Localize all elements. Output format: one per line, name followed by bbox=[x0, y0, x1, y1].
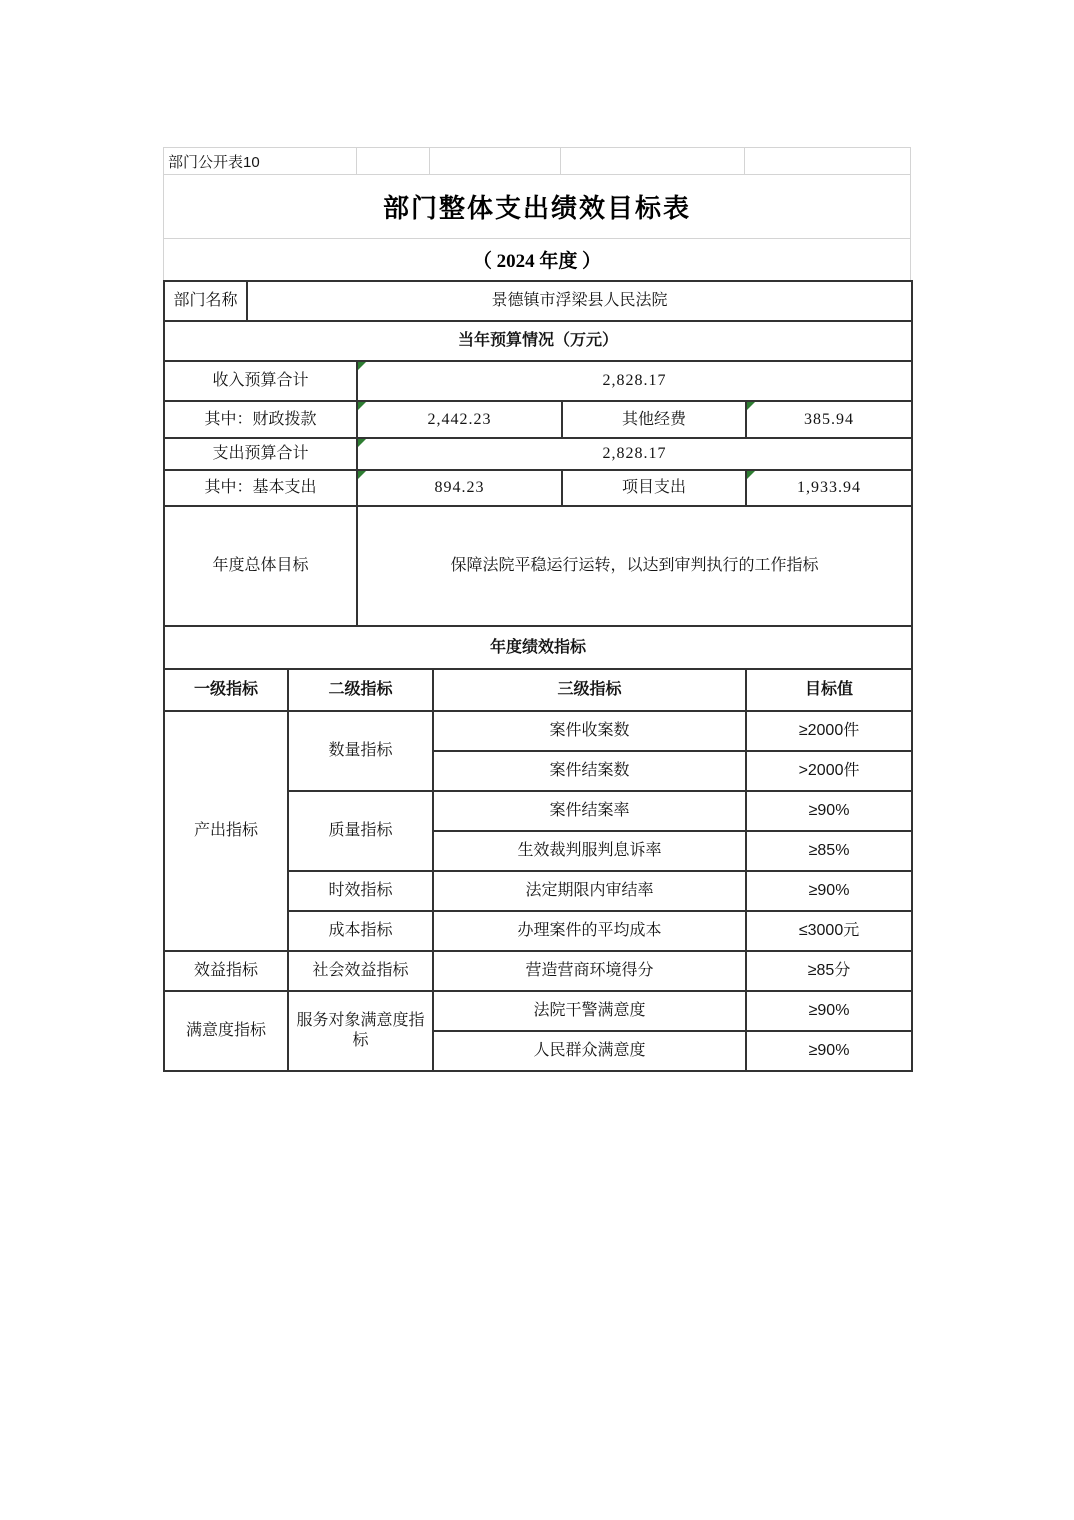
indicator-name-cell: 人民群众满意度 bbox=[433, 1031, 746, 1071]
fiscal-allocation-value: 2,442.23 bbox=[427, 410, 492, 428]
budget-section-header: 当年预算情况（万元） bbox=[164, 321, 912, 361]
annual-goal-value-cell: 保障法院平稳运行运转，以达到审判执行的工作指标 bbox=[357, 506, 912, 626]
level2-cell-social-benefit: 社会效益指标 bbox=[288, 951, 433, 991]
dept-name-label-cell: 部门名称 bbox=[164, 281, 247, 321]
target-value-cell: ≥2000件 bbox=[746, 711, 912, 751]
annual-goal-label-cell: 年度总体目标 bbox=[164, 506, 357, 626]
cell-flag-icon bbox=[747, 471, 755, 479]
indicator-name-cell: 办理案件的平均成本 bbox=[433, 911, 746, 951]
target-value-cell: ≥90% bbox=[746, 1031, 912, 1071]
sheet-label-cell bbox=[164, 148, 357, 175]
level2-cell-cost: 成本指标 bbox=[288, 911, 433, 951]
cell-flag-icon bbox=[747, 402, 755, 410]
level1-cell-benefit: 效益指标 bbox=[164, 951, 288, 991]
basic-expense-value-cell bbox=[357, 470, 562, 506]
target-value-cell: ≤3000元 bbox=[746, 911, 912, 951]
target-value-cell: ≥90% bbox=[746, 791, 912, 831]
target-value-cell: ≥90% bbox=[746, 991, 912, 1031]
other-funds-value-cell bbox=[746, 401, 912, 438]
target-value-cell: ≥90% bbox=[746, 871, 912, 911]
project-expense-value: 1,933.94 bbox=[797, 479, 862, 496]
expense-total-value: 2,828.17 bbox=[602, 445, 667, 462]
indicator-name-cell: 案件结案数 bbox=[433, 751, 746, 791]
top-gridline-row bbox=[163, 147, 911, 175]
target-value-cell: ≥85分 bbox=[746, 951, 912, 991]
grid-cell-empty bbox=[430, 148, 562, 175]
grid-cell-empty bbox=[745, 148, 911, 175]
grid-cell-empty bbox=[561, 148, 745, 175]
indicator-name-cell: 法定期限内审结率 bbox=[433, 871, 746, 911]
target-value-cell: >2000件 bbox=[746, 751, 912, 791]
income-total-label-cell: 收入预算合计 bbox=[164, 361, 357, 401]
dept-name-value-cell: 景德镇市浮梁县人民法院 bbox=[247, 281, 912, 321]
table-content-area bbox=[163, 147, 911, 1072]
perf-header-level3: 三级指标 bbox=[433, 669, 746, 711]
level2-cell-quantity: 数量指标 bbox=[288, 711, 433, 791]
perf-header-target: 目标值 bbox=[746, 669, 912, 711]
indicator-name-cell: 营造营商环境得分 bbox=[433, 951, 746, 991]
expense-total-label-cell: 支出预算合计 bbox=[164, 438, 357, 470]
fiscal-allocation-value-cell bbox=[357, 401, 562, 438]
level2-cell-quality: 质量指标 bbox=[288, 791, 433, 871]
level1-cell-output: 产出指标 bbox=[164, 711, 288, 951]
other-funds-value: 385.94 bbox=[804, 410, 855, 428]
sheet-label: 部门公开表10 bbox=[168, 153, 260, 171]
cell-flag-icon bbox=[358, 362, 366, 370]
project-expense-value-cell bbox=[746, 470, 912, 506]
expense-total-value-cell bbox=[357, 438, 912, 470]
indicator-name-cell: 案件结案率 bbox=[433, 791, 746, 831]
level2-cell-timeliness: 时效指标 bbox=[288, 871, 433, 911]
indicator-name-cell: 案件收案数 bbox=[433, 711, 746, 751]
project-expense-label-cell: 项目支出 bbox=[562, 470, 746, 506]
cell-flag-icon bbox=[358, 402, 366, 410]
indicator-name-cell: 生效裁判服判息诉率 bbox=[433, 831, 746, 871]
page-title: 部门整体支出绩效目标表 bbox=[163, 175, 911, 239]
grid-cell-empty bbox=[357, 148, 430, 175]
cell-flag-icon bbox=[358, 471, 366, 479]
other-funds-label-cell: 其他经费 bbox=[562, 401, 746, 438]
fiscal-allocation-label-cell: 其中：财政拨款 bbox=[164, 401, 357, 438]
perf-section-header: 年度绩效指标 bbox=[164, 626, 912, 669]
target-value-cell: ≥85% bbox=[746, 831, 912, 871]
basic-expense-value: 894.23 bbox=[434, 479, 485, 496]
perf-header-level2: 二级指标 bbox=[288, 669, 433, 711]
perf-header-level1: 一级指标 bbox=[164, 669, 288, 711]
income-total-value-cell bbox=[357, 361, 912, 401]
basic-expense-label-cell: 其中：基本支出 bbox=[164, 470, 357, 506]
performance-target-table bbox=[163, 280, 913, 1072]
income-total-value: 2,828.17 bbox=[602, 372, 667, 389]
level2-cell-service-satisfaction: 服务对象满意度指标 bbox=[288, 991, 433, 1071]
level1-cell-satisfaction: 满意度指标 bbox=[164, 991, 288, 1071]
indicator-name-cell: 法院干警满意度 bbox=[433, 991, 746, 1031]
cell-flag-icon bbox=[358, 439, 366, 447]
year-line: （ 2024 年度 ） bbox=[163, 239, 911, 280]
